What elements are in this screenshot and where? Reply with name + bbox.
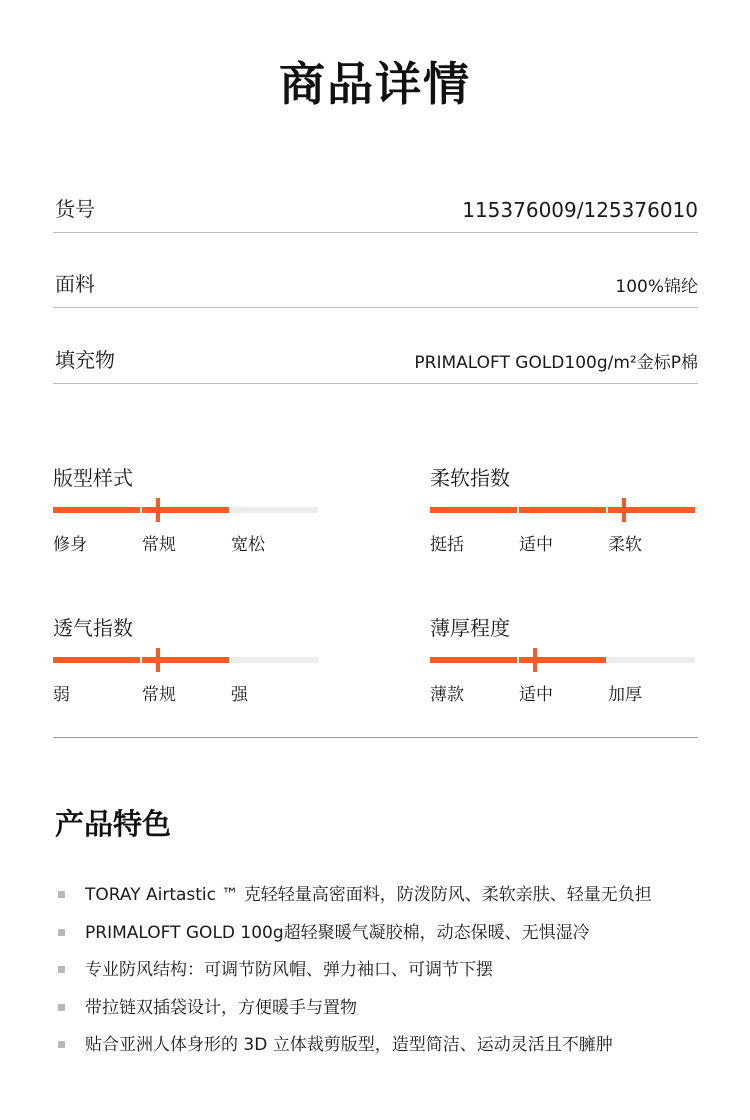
feature-text: 贴合亚洲人体身形的 3D 立体裁剪版型，造型简洁、运动灵活且不臃肿 bbox=[85, 1035, 613, 1055]
feature-text: 专业防风结构：可调节防风帽、弹力袖口、可调节下摆 bbox=[85, 960, 493, 980]
square-bullet-icon bbox=[58, 966, 65, 973]
spec-label: 面料 bbox=[55, 272, 95, 296]
feature-text: TORAY Airtastic ™ 克轻轻量高密面料，防泼防风、柔软亲肤、轻量无负担 bbox=[85, 885, 652, 905]
scale-track bbox=[53, 657, 320, 663]
scale-marker bbox=[533, 648, 537, 672]
square-bullet-icon bbox=[58, 929, 65, 936]
scale-fit bbox=[53, 462, 320, 555]
spec-value: 115376009/125376010 bbox=[462, 198, 698, 222]
scale-segment bbox=[231, 507, 318, 513]
scale-tick-label: 挺括 bbox=[430, 535, 464, 555]
spec-row-filling bbox=[53, 343, 698, 384]
square-bullet-icon bbox=[58, 891, 65, 898]
scale-segment bbox=[430, 657, 517, 663]
feature-text: PRIMALOFT GOLD 100g超轻聚暖气凝胶棉，动态保暖、无惧湿冷 bbox=[85, 922, 590, 943]
scale-marker bbox=[156, 648, 160, 672]
scale-segment bbox=[430, 507, 517, 513]
feature-item bbox=[55, 880, 705, 918]
spec-label: 填充物 bbox=[55, 348, 115, 372]
scale-tick-label: 修身 bbox=[53, 535, 87, 555]
scale-segment bbox=[231, 657, 318, 663]
scale-marker bbox=[156, 498, 160, 522]
scale-tick-label: 强 bbox=[231, 685, 248, 705]
scale-segment bbox=[53, 507, 140, 513]
feature-list bbox=[55, 880, 705, 1068]
scale-title: 柔软指数 bbox=[430, 466, 510, 490]
scale-title: 透气指数 bbox=[53, 616, 133, 640]
feature-item bbox=[55, 1030, 705, 1068]
scale-tick-label: 宽松 bbox=[231, 535, 265, 555]
scale-title: 版型样式 bbox=[53, 466, 133, 490]
spec-row-item-number bbox=[53, 192, 698, 233]
feature-item bbox=[55, 955, 705, 993]
section-divider bbox=[53, 737, 698, 738]
feature-item bbox=[55, 918, 705, 956]
scale-tick-label: 薄款 bbox=[430, 685, 464, 705]
scale-tick-label: 适中 bbox=[519, 535, 553, 555]
square-bullet-icon bbox=[58, 1004, 65, 1011]
spec-label: 货号 bbox=[55, 197, 95, 221]
spec-value: 100%锦纶 bbox=[615, 277, 698, 297]
feature-text: 带拉链双插袋设计，方便暖手与置物 bbox=[85, 997, 357, 1018]
spec-value: PRIMALOFT GOLD100g/m²金标P棉 bbox=[414, 353, 698, 373]
scale-thickness bbox=[430, 612, 697, 705]
scale-softness bbox=[430, 462, 697, 555]
scale-track bbox=[430, 507, 697, 513]
scale-marker bbox=[622, 498, 626, 522]
scale-segment bbox=[519, 507, 606, 513]
scale-segment bbox=[53, 657, 140, 663]
scale-tick-label: 适中 bbox=[519, 685, 553, 705]
square-bullet-icon bbox=[58, 1041, 65, 1048]
page-title: 商品详情 bbox=[279, 57, 471, 111]
scale-tick-label: 弱 bbox=[53, 685, 70, 705]
scale-track bbox=[430, 657, 697, 663]
scale-track bbox=[53, 507, 320, 513]
scale-segment bbox=[608, 657, 695, 663]
feature-item bbox=[55, 993, 705, 1031]
scale-tick-label: 常规 bbox=[142, 685, 176, 705]
scale-tick-label: 加厚 bbox=[608, 685, 642, 705]
scale-tick-label: 常规 bbox=[142, 535, 176, 555]
spec-row-fabric bbox=[53, 267, 698, 308]
scale-breathability bbox=[53, 612, 320, 705]
scale-tick-label: 柔软 bbox=[608, 535, 642, 555]
scale-title: 薄厚程度 bbox=[430, 616, 510, 640]
features-heading: 产品特色 bbox=[55, 807, 172, 841]
